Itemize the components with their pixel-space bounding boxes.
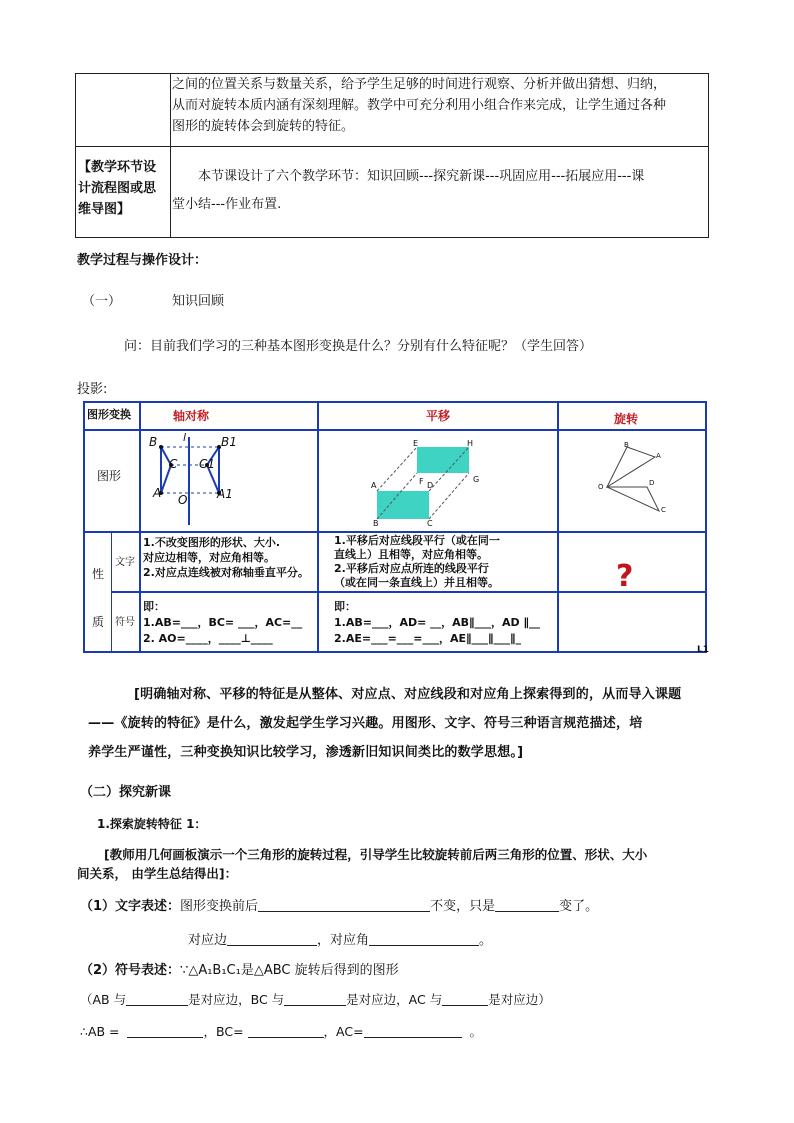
corner-label: L1 (697, 645, 709, 655)
axis-text-line-1: 1.不改变图形的形状、大小. (143, 536, 281, 549)
teacher-line-1: [教师用几何画板演示一个三角形的旋转过程，引导学生比较旋转前后两三角形的位置、形状、大小 (104, 847, 648, 862)
axis-text-line-2: 对应边相等，对应角相等。 (143, 551, 275, 564)
symbol-expression-content: ∵△A₁B₁C₁是△ABC 旋转后得到的图形 (180, 963, 399, 978)
text-expr-part2: 不变，只是 (430, 899, 496, 914)
label-A1: A1 (217, 487, 233, 501)
axis-symbol-line-3: 2. AO=____，____⊥____ (143, 632, 273, 645)
grid-line (111, 531, 112, 653)
text-row-label: 文字 (115, 557, 135, 568)
label-B: B (149, 435, 158, 449)
explore-1-title: 1.探索旋转特征 1： (97, 817, 207, 831)
translate-text-line-2: 直线上）且相等，对应角相等。 (334, 548, 488, 561)
blank-corresponding-angles[interactable] (369, 931, 479, 946)
text-expr-part4: 对应边 (188, 933, 228, 948)
section1-title: 知识回顾 (172, 294, 225, 309)
translate-symbol-line-3: 2.AE=___=___=___，AE∥___∥___∥_ (334, 632, 522, 645)
grid-line (557, 401, 559, 653)
label-D-rotate: D (649, 479, 655, 487)
grid-line (83, 401, 85, 653)
translate-text-block (334, 534, 500, 590)
design-table (75, 73, 709, 238)
projection-label: 投影: (77, 382, 108, 397)
label-O: O (178, 493, 188, 507)
translate-text-line-3: 2.平移后对应点所连的线段平行 (334, 562, 489, 575)
note-line-2: ——《旋转的特征》是什么，激发起学生学习兴趣。用图形、文字、符号三种语言规范描述，培 (88, 716, 643, 731)
label-C-rotate: C (661, 506, 666, 514)
teacher-line-2: 间关系， 由学生总结得出]： (77, 866, 238, 881)
translation-header: 平移 (426, 409, 451, 423)
text-expression-line-2 (188, 929, 492, 948)
flow-label-line-1: 【教学环节设 (78, 160, 157, 175)
text-expr-part6: 。 (479, 933, 493, 948)
axis-text-block (143, 535, 309, 580)
corr-part3: 是对应边，AC 与 (346, 992, 443, 1007)
axis-symbol-block (143, 599, 302, 647)
label-G: G (473, 475, 480, 484)
blank-ac-equal[interactable] (364, 1023, 462, 1038)
grid-line (83, 531, 707, 533)
flow-text-cell (171, 147, 709, 238)
flow-label-line-2: 计流程图或思 (78, 181, 157, 196)
symbol-row-label: 符号 (115, 617, 135, 628)
row1-line-3: 图形的旋转体会到旋转的特征。 (172, 119, 355, 134)
label-E: E (413, 439, 419, 448)
grid-line (705, 401, 707, 653)
blank-ab-equal[interactable] (127, 1023, 203, 1038)
figure-row-label: 图形 (97, 469, 122, 483)
note-line-1: [明确轴对称、平移的特征是从整体、对应点、对应线段和对应角上探索得到的，从而导入课题 (134, 687, 682, 702)
section1-number: （一） (82, 294, 122, 309)
grid-line (83, 429, 707, 431)
label-B-translate: B (373, 519, 379, 528)
label-A-translate: A (371, 481, 377, 490)
corr-part2: 是对应边，BC 与 (188, 992, 285, 1007)
translate-symbol-line-2: 1.AB=___，AD= __，AB∥___，AD ∥__ (334, 616, 541, 629)
grid-line (139, 401, 141, 653)
equality-line (80, 1022, 482, 1040)
eq-part3: ，AC= (323, 1024, 364, 1039)
blank-unchanged[interactable] (258, 897, 430, 912)
eq-part2: ，BC= (203, 1024, 244, 1039)
label-D: D (427, 481, 434, 490)
flow-label-cell (76, 147, 171, 238)
blank-ab-corr[interactable] (126, 991, 188, 1006)
label-O-rotate: O (598, 483, 604, 491)
grid-line (317, 401, 319, 653)
label-l: l (183, 431, 187, 444)
property-char-2: 质 (92, 615, 105, 629)
axis-text-line-3: 2.对应点连线被对称轴垂直平分。 (143, 566, 309, 579)
corr-part4: 是对应边） (488, 992, 551, 1007)
review-question: 问：目前我们学习的三种基本图形变换是什么？分别有什么特征呢？（学生回答） (124, 339, 593, 354)
axis-symbol-line-2: 1.AB=___，BC= ___，AC=__ (143, 616, 303, 629)
corr-part1: （AB 与 (80, 992, 127, 1007)
text-expression-line-1 (80, 895, 598, 914)
grid-line (83, 401, 707, 403)
label-A-rotate: A (656, 452, 661, 460)
label-C1: C1 (199, 457, 216, 471)
row1-text-cell (171, 74, 709, 147)
property-char-1: 性 (92, 567, 105, 581)
label-B1: B1 (221, 435, 237, 449)
flow-line-2: 堂小结---作业布置. (172, 197, 282, 212)
translate-symbol-block (334, 599, 540, 647)
transform-header: 图形变换 (87, 408, 131, 421)
translate-symbol-line-1: 即： (334, 600, 356, 613)
translate-text-line-4: （或在同一条直线上）并且相等。 (334, 576, 499, 589)
eq-part1: ∴AB = (80, 1024, 120, 1039)
rotation-unknown-mark: ? (616, 559, 634, 594)
blank-bc-equal[interactable] (248, 1023, 324, 1038)
label-C: C (169, 457, 178, 471)
process-heading: 教学过程与操作设计： (77, 253, 208, 268)
text-expr-part1: 图形变换前后 (180, 899, 259, 914)
symbol-expression-label: （2）符号表述： (80, 963, 181, 978)
note-line-3: 养学生严谨性，三种变换知识比较学习，渗透新旧知识间类比的数学思想。] (88, 745, 524, 760)
axis-symbol-line-1: 即： (143, 600, 165, 613)
rotation-header: 旋转 (614, 412, 639, 426)
flow-label-line-3: 维导图】 (78, 202, 131, 217)
eq-part4: 。 (469, 1024, 483, 1039)
text-expr-part5: ，对应角 (317, 933, 370, 948)
section2-title: （二）探究新课 (80, 785, 172, 800)
translate-text-line-1: 1.平移后对应线段平行（或在同一 (334, 534, 500, 547)
grid-line (83, 651, 707, 653)
axis-symmetry-header: 轴对称 (173, 409, 210, 423)
blank-corresponding-sides[interactable] (227, 931, 317, 946)
blank-ac-corr[interactable] (442, 991, 488, 1006)
row1-line-2: 从而对旋转本质内涵有深刻理解。教学中可充分利用小组合作来完成，让学生通过各种 (172, 98, 667, 113)
blank-bc-corr[interactable] (284, 991, 346, 1006)
label-F: F (419, 477, 424, 486)
label-A: A (153, 486, 162, 500)
projection-table (83, 401, 707, 653)
flow-line-1: 本节课设计了六个教学环节：知识回顾---探究新课---巩固应用---拓展应用---课 (198, 169, 645, 184)
blank-changed[interactable] (495, 897, 559, 912)
text-expr-part3: 变了。 (559, 899, 599, 914)
row1-line-1: 之间的位置关系与数量关系，给予学生足够的时间进行观察、分析并做出猜想、归纳， (172, 77, 667, 92)
label-B-rotate: B (624, 441, 629, 449)
symbol-expression-line (80, 959, 399, 978)
correspondence-line (80, 990, 551, 1008)
empty-label-cell (76, 74, 171, 147)
text-expression-label: （1）文字表述： (80, 899, 181, 914)
label-C-translate: C (427, 519, 433, 528)
label-H: H (467, 439, 474, 448)
